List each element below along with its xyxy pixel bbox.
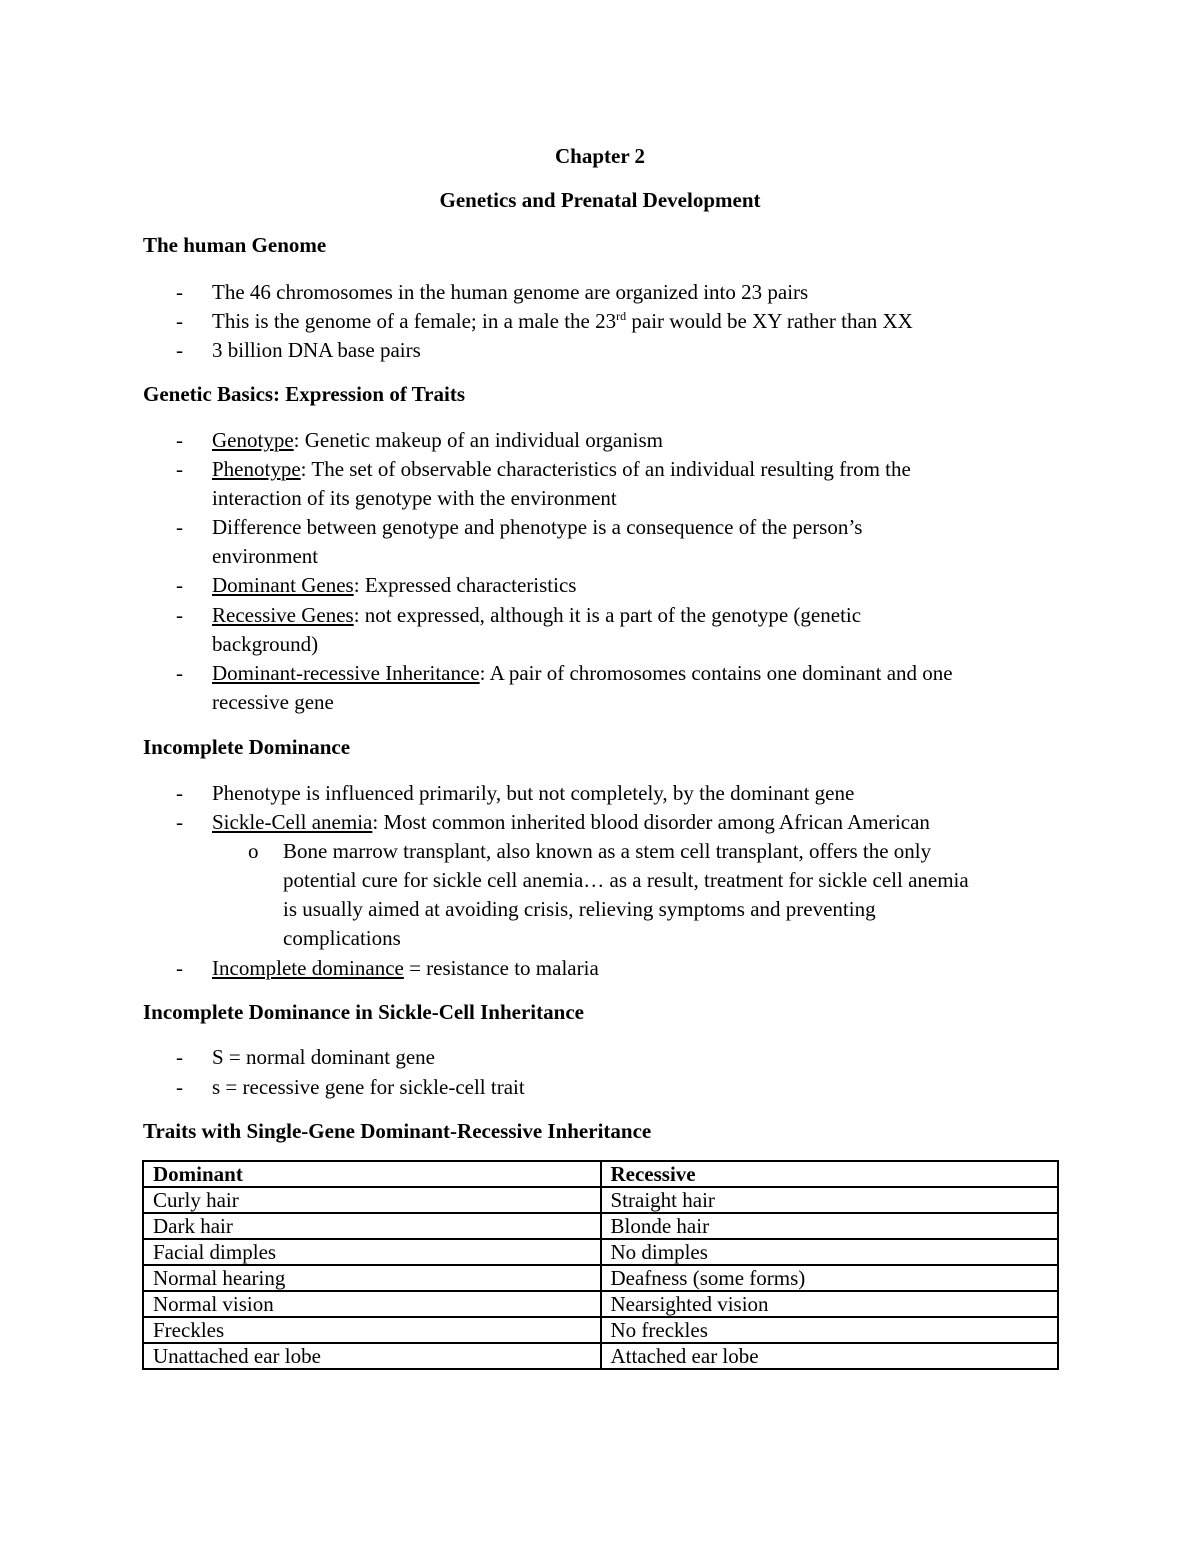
term-incomplete-dominance: Incomplete dominance [212, 956, 404, 980]
section-heading-genome: The human Genome [143, 233, 327, 257]
ordinal-superscript: rd [616, 309, 627, 323]
basics-item-recessive-cont: background) [212, 632, 319, 656]
genome-item-female: This is the genome of a female; in a male the 23rd pair would be XY rather than XX [212, 309, 913, 333]
term-dominant-genes: Dominant Genes [212, 573, 354, 597]
basics-item-phenotype-cont: interaction of its genotype with the environment [212, 486, 617, 510]
bullet-dash: - [176, 428, 183, 452]
section-heading-traits: Traits with Single-Gene Dominant-Recessive Inheritance [143, 1119, 652, 1143]
genome-item-pairs: The 46 chromosomes in the human genome are organized into 23 pairs [212, 280, 809, 304]
table-row [143, 1187, 1058, 1213]
sickle-inheritance-item-recessive: s = recessive gene for sickle-cell trait [212, 1075, 525, 1099]
sickle-subitem-line3: is usually aimed at avoiding crisis, relieving symptoms and preventing [283, 897, 876, 921]
term-genotype: Genotype [212, 428, 294, 452]
table-cell: Attached ear lobe [601, 1343, 1059, 1369]
bullet-dash: - [176, 810, 183, 834]
incomplete-item-malaria: Incomplete dominance = resistance to malaria [212, 956, 599, 980]
term-phenotype: Phenotype [212, 457, 301, 481]
genome-item-base-pairs: 3 billion DNA base pairs [212, 338, 421, 362]
term-sickle-cell-anemia: Sickle-Cell anemia [212, 810, 373, 834]
table-row [143, 1239, 1058, 1265]
bullet-dash: - [176, 457, 183, 481]
chapter-title: Chapter 2 [554, 144, 646, 168]
bullet-dash: - [176, 661, 183, 685]
bullet-dash: - [176, 280, 183, 304]
basics-item-dominant: Dominant Genes: Expressed characteristics [212, 573, 577, 597]
sub-bullet-circle: o [248, 839, 259, 863]
sickle-inheritance-item-dominant: S = normal dominant gene [212, 1045, 435, 1069]
traits-table [142, 1160, 1059, 1370]
bullet-dash: - [176, 1075, 183, 1099]
table-cell: Freckles [143, 1317, 601, 1343]
table-cell: Facial dimples [143, 1239, 601, 1265]
table-cell: Deafness (some forms) [601, 1265, 1059, 1291]
table-cell: Dark hair [143, 1213, 601, 1239]
table-cell: Unattached ear lobe [143, 1343, 601, 1369]
bullet-dash: - [176, 338, 183, 362]
table-cell: Normal hearing [143, 1265, 601, 1291]
bullet-dash: - [176, 573, 183, 597]
bullet-dash: - [176, 1045, 183, 1069]
table-cell: No freckles [601, 1317, 1059, 1343]
table-cell: Blonde hair [601, 1213, 1059, 1239]
document-subtitle: Genetics and Prenatal Development [439, 188, 761, 212]
section-heading-basics: Genetic Basics: Expression of Traits [143, 382, 465, 406]
table-row [143, 1317, 1058, 1343]
basics-item-difference: Difference between genotype and phenotype is a consequence of the person’s [212, 515, 863, 539]
basics-item-genotype: Genotype: Genetic makeup of an individual organism [212, 428, 664, 452]
table-row [143, 1213, 1058, 1239]
bullet-dash: - [176, 309, 183, 333]
table-row [143, 1265, 1058, 1291]
table-cell: Straight hair [601, 1187, 1059, 1213]
table-cell: Normal vision [143, 1291, 601, 1317]
sickle-subitem-line2: potential cure for sickle cell anemia… as a result, treatment for sickle cell anemia [283, 868, 969, 892]
table-cell: Nearsighted vision [601, 1291, 1059, 1317]
basics-item-phenotype: Phenotype: The set of observable characteristics of an individual resulting from the [212, 457, 911, 481]
table-row [143, 1343, 1058, 1369]
incomplete-item-sickle: Sickle-Cell anemia: Most common inherited blood disorder among African American [212, 810, 930, 834]
basics-item-inheritance-cont: recessive gene [212, 690, 334, 714]
basics-item-recessive: Recessive Genes: not expressed, although it is a part of the genotype (genetic [212, 603, 862, 627]
bullet-dash: - [176, 603, 183, 627]
bullet-dash: - [176, 515, 183, 539]
section-heading-incomplete: Incomplete Dominance [143, 735, 351, 759]
column-header-dominant: Dominant [143, 1161, 601, 1187]
basics-item-difference-cont: environment [212, 544, 319, 568]
table-header-row [143, 1161, 1058, 1187]
table-cell: Curly hair [143, 1187, 601, 1213]
table-cell: No dimples [601, 1239, 1059, 1265]
term-dominant-recessive-inheritance: Dominant-recessive Inheritance [212, 661, 480, 685]
column-header-recessive: Recessive [601, 1161, 1059, 1187]
table-row [143, 1291, 1058, 1317]
bullet-dash: - [176, 781, 183, 805]
term-recessive-genes: Recessive Genes [212, 603, 354, 627]
bullet-dash: - [176, 956, 183, 980]
sickle-subitem-line1: Bone marrow transplant, also known as a stem cell transplant, offers the only [283, 839, 932, 863]
section-heading-sickle-inheritance: Incomplete Dominance in Sickle-Cell Inheritance [143, 1000, 584, 1024]
sickle-subitem-line4: complications [283, 926, 401, 950]
basics-item-inheritance: Dominant-recessive Inheritance: A pair of chromosomes contains one dominant and one [212, 661, 953, 685]
incomplete-item-phenotype: Phenotype is influenced primarily, but not completely, by the dominant gene [212, 781, 855, 805]
